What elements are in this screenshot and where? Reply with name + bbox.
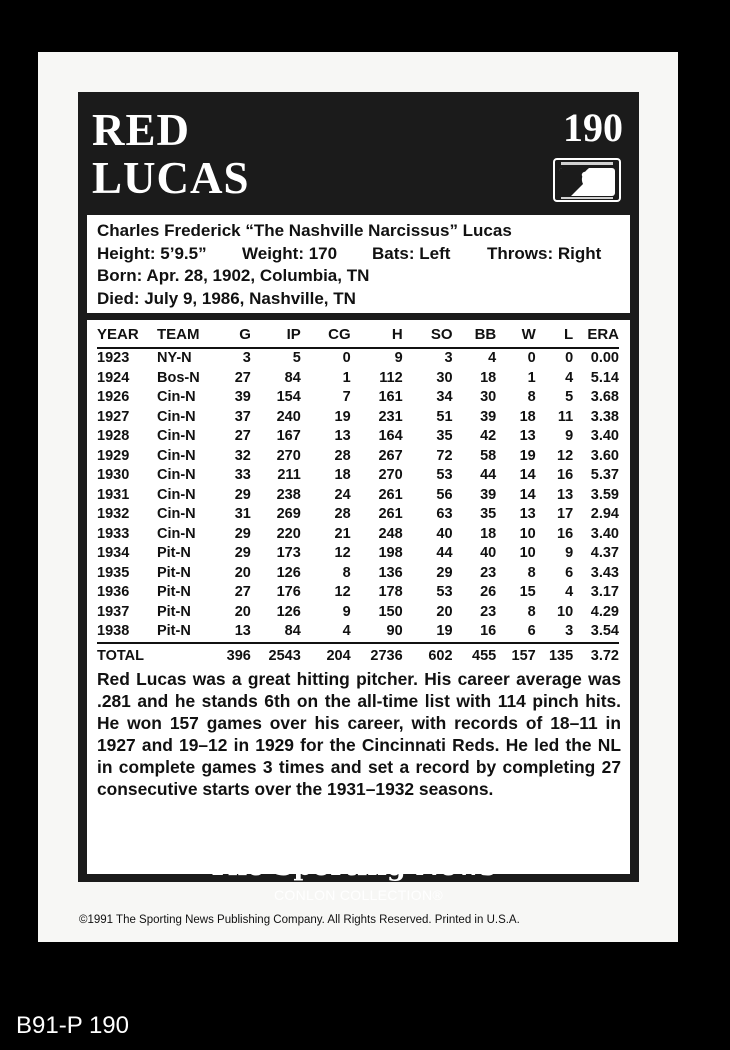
stat-cell: 19: [519, 447, 536, 464]
stat-cell: 84: [284, 369, 301, 386]
born-row: [97, 265, 630, 288]
stat-cell: 30: [436, 369, 453, 386]
stat-cell: 34: [436, 389, 453, 405]
stat-cell: 39: [234, 389, 251, 405]
stat-cell: 4: [565, 369, 574, 386]
team-cell: NY-N: [156, 350, 192, 366]
team-cell: Cin-N: [156, 428, 196, 444]
stat-cell: 220: [276, 525, 301, 542]
year-cell: 1923: [97, 350, 130, 366]
stat-cell: 32: [234, 447, 251, 464]
stats-header-row: [97, 326, 619, 348]
stat-cell: 3.60: [590, 447, 619, 464]
stat-cell: 3: [444, 350, 453, 366]
year-cell: 1936: [97, 584, 130, 600]
stat-cell: 23: [480, 603, 497, 620]
stat-cell: 10: [557, 603, 574, 620]
stat-cell: 17: [557, 506, 574, 522]
stat-cell: 27: [234, 584, 251, 600]
stat-cell: 150: [378, 603, 403, 620]
stat-cell: 63: [436, 506, 453, 522]
stat-cell: 248: [378, 525, 403, 542]
stat-cell: 154: [276, 389, 301, 405]
stat-cell: 37: [234, 408, 251, 425]
year-cell: 1935: [97, 564, 130, 581]
stat-cell: 28: [334, 447, 351, 464]
stat-cell: 5: [565, 389, 574, 405]
stats-row: [97, 583, 619, 603]
team-cell: Cin-N: [156, 467, 196, 483]
stats-row: [97, 486, 619, 506]
stat-cell: 40: [436, 525, 453, 542]
total-cell: 135: [536, 643, 573, 666]
stat-cell: 3.43: [590, 564, 619, 581]
stat-cell: 211: [277, 467, 301, 483]
stat-cell: 56: [436, 486, 453, 503]
stat-cell: 3: [242, 350, 251, 366]
team-cell: Cin-N: [156, 486, 196, 503]
stat-cell: 6: [527, 623, 536, 639]
stat-cell: 238: [276, 486, 301, 503]
stat-cell: 10: [519, 525, 536, 542]
stat-cell: 176: [276, 584, 301, 600]
stat-cell: 51: [436, 408, 453, 425]
stat-cell: 269: [276, 506, 301, 522]
total-cell: 455: [453, 643, 497, 666]
stat-cell: 27: [234, 369, 251, 386]
stat-cell: 39: [480, 486, 497, 503]
stat-cell: 29: [436, 564, 453, 581]
year-cell: 1931: [97, 486, 130, 503]
stat-cell: 240: [276, 408, 301, 425]
card-number: 190: [563, 105, 623, 150]
stat-cell: 5: [292, 350, 301, 366]
stat-cell: 11: [557, 408, 574, 425]
physical-row: [97, 243, 630, 266]
brand-name: The Sporting News: [207, 851, 496, 882]
stat-cell: 8: [527, 564, 536, 581]
col-header: ERA: [573, 326, 619, 348]
team-cell: Bos-N: [156, 369, 200, 386]
stat-cell: 9: [565, 545, 574, 561]
stat-cell: 261: [378, 506, 403, 522]
player-full-name: Charles Frederick “The Nashville Narcissus” Lucas: [97, 221, 512, 240]
stat-cell: 40: [480, 545, 497, 561]
died-row: [97, 288, 630, 311]
stat-cell: 112: [379, 369, 403, 386]
stat-cell: 3.40: [590, 525, 619, 542]
player-throws: Throws: Right: [487, 243, 602, 263]
col-header: H: [351, 326, 403, 348]
col-header: TEAM: [149, 326, 209, 348]
copyright-line: ©1991 The Sporting News Publishing Company. All Rights Reserved. Printed in U.S.A.: [79, 914, 520, 926]
team-cell: Pit-N: [156, 603, 191, 620]
stat-cell: 3: [565, 623, 574, 639]
baseball-card-back: [38, 52, 678, 942]
stat-cell: 39: [480, 408, 497, 425]
stat-cell: 53: [436, 584, 453, 600]
total-cell: 3.72: [573, 643, 619, 666]
player-name-title: [92, 106, 250, 202]
stat-cell: 23: [480, 564, 497, 581]
stat-cell: 18: [480, 369, 497, 386]
collection-registered-mark: ®: [432, 887, 443, 903]
brand-registered-mark: ®: [495, 859, 510, 875]
stat-cell: 31: [234, 506, 251, 522]
total-cell: 204: [301, 643, 351, 666]
stat-cell: 44: [436, 545, 453, 561]
col-header: W: [496, 326, 536, 348]
total-cell: 2543: [251, 643, 301, 666]
stat-cell: 58: [480, 447, 497, 464]
stats-total-row: [97, 643, 619, 666]
stat-cell: 24: [334, 486, 351, 503]
stat-cell: 164: [378, 428, 403, 444]
team-cell: Cin-N: [156, 389, 196, 405]
stat-cell: 18: [519, 408, 536, 425]
stat-cell: 0: [342, 350, 351, 366]
team-cell: Cin-N: [156, 408, 196, 425]
stats-row: [97, 427, 619, 447]
stat-cell: 4: [488, 350, 497, 366]
stat-cell: 18: [480, 525, 497, 542]
stat-cell: 5.37: [590, 467, 619, 483]
stat-cell: 5.14: [590, 369, 619, 386]
stat-cell: 14: [519, 467, 536, 483]
stat-cell: 270: [276, 447, 301, 464]
stat-cell: 8: [527, 603, 536, 620]
total-cell: 396: [209, 643, 251, 666]
stats-row: [97, 348, 619, 369]
stat-cell: 21: [334, 525, 351, 542]
stat-cell: 29: [234, 525, 251, 542]
stat-cell: 3.68: [590, 389, 619, 405]
stat-cell: 13: [234, 623, 251, 639]
stat-cell: 4.37: [590, 545, 619, 561]
stat-cell: 14: [519, 486, 536, 503]
stats-row: [97, 603, 619, 623]
stat-cell: 1: [527, 369, 536, 386]
year-cell: 1938: [97, 623, 130, 639]
stat-cell: 44: [480, 467, 497, 483]
stat-cell: 3.59: [590, 486, 619, 503]
sporting-news-logo: [78, 852, 639, 882]
stat-cell: 33: [234, 467, 251, 483]
stats-row: [97, 544, 619, 564]
stat-cell: 16: [557, 525, 574, 542]
stat-cell: 53: [436, 467, 453, 483]
scan-label: B91-P 190: [16, 1012, 129, 1039]
stats-row: [97, 622, 619, 643]
year-cell: 1929: [97, 447, 130, 464]
stat-cell: 72: [436, 447, 453, 464]
mlb-logo-icon: [553, 158, 621, 202]
stat-cell: 26: [480, 584, 497, 600]
stats-row: [97, 505, 619, 525]
stat-cell: 9: [394, 350, 403, 366]
card-frame: [78, 92, 639, 903]
stat-cell: 3.40: [590, 428, 619, 444]
year-cell: 1937: [97, 603, 130, 620]
stat-cell: 3.17: [590, 584, 619, 600]
player-born: Born: Apr. 28, 1902, Columbia, TN: [97, 266, 370, 285]
stat-cell: 9: [342, 603, 351, 620]
stat-cell: 35: [480, 506, 497, 522]
stat-cell: 19: [436, 623, 453, 639]
col-header: L: [536, 326, 573, 348]
stat-cell: 1: [342, 369, 351, 386]
team-cell: Cin-N: [156, 506, 196, 522]
stats-row: [97, 369, 619, 389]
stat-cell: 18: [334, 467, 351, 483]
collection-name: CONLON COLLECTION: [274, 887, 433, 903]
stat-cell: 29: [234, 545, 251, 561]
stat-cell: 84: [284, 623, 301, 639]
col-header: SO: [403, 326, 453, 348]
stat-cell: 20: [234, 564, 251, 581]
stats-row: [97, 408, 619, 428]
player-last-name: LUCAS: [92, 153, 250, 203]
stat-cell: 12: [334, 584, 351, 600]
stat-cell: 0: [565, 350, 574, 366]
stat-cell: 9: [565, 428, 574, 444]
stat-cell: 3.38: [590, 408, 619, 425]
year-cell: 1933: [97, 525, 130, 542]
stat-cell: 8: [527, 389, 536, 405]
stat-cell: 20: [436, 603, 453, 620]
stat-cell: 198: [378, 545, 403, 561]
player-bats: Bats: Left: [372, 243, 451, 263]
stat-cell: 10: [519, 545, 536, 561]
stat-cell: 270: [378, 467, 403, 483]
team-cell: Pit-N: [156, 584, 191, 600]
full-name-row: [97, 220, 630, 243]
stat-cell: 161: [378, 389, 403, 405]
stat-cell: 12: [334, 545, 351, 561]
stat-cell: 30: [480, 389, 497, 405]
stat-cell: 15: [519, 584, 536, 600]
stat-cell: 3.54: [590, 623, 619, 639]
stat-cell: 4: [342, 623, 351, 639]
stat-cell: 13: [519, 428, 536, 444]
stat-cell: 7: [342, 389, 351, 405]
stats-row: [97, 447, 619, 467]
stats-row: [97, 466, 619, 486]
col-header: YEAR: [97, 326, 149, 348]
stat-cell: 6: [565, 564, 574, 581]
col-header: CG: [301, 326, 351, 348]
stat-cell: 4.29: [590, 603, 619, 620]
stat-cell: 16: [480, 623, 497, 639]
stat-cell: 20: [234, 603, 251, 620]
stat-cell: 8: [342, 564, 351, 581]
year-cell: 1924: [97, 369, 130, 386]
player-info-panel: [87, 215, 630, 313]
player-height: Height: 5’9.5”: [97, 243, 207, 263]
stat-cell: 231: [378, 408, 403, 425]
stats-row: [97, 525, 619, 545]
stats-body: [97, 348, 619, 643]
year-cell: 1930: [97, 467, 130, 483]
year-cell: 1932: [97, 506, 130, 522]
col-header: IP: [251, 326, 301, 348]
total-cell: 602: [403, 643, 453, 666]
team-cell: Pit-N: [156, 545, 191, 561]
collection-label: [78, 887, 639, 903]
stat-cell: 0.00: [590, 350, 619, 366]
stat-cell: 4: [565, 584, 574, 600]
stats-row: [97, 388, 619, 408]
stat-cell: 167: [276, 428, 301, 444]
stat-cell: 126: [276, 564, 301, 581]
team-cell: Pit-N: [156, 623, 191, 639]
stat-cell: 173: [276, 545, 301, 561]
stat-cell: 13: [557, 486, 574, 503]
stat-cell: 261: [378, 486, 403, 503]
stat-cell: 42: [480, 428, 497, 444]
stat-cell: 126: [276, 603, 301, 620]
stat-cell: 28: [334, 506, 351, 522]
total-cell: 157: [496, 643, 536, 666]
stat-cell: 136: [378, 564, 403, 581]
stat-cell: 2.94: [590, 506, 619, 522]
col-header: G: [209, 326, 251, 348]
stat-cell: 13: [334, 428, 351, 444]
stat-cell: 13: [519, 506, 536, 522]
year-cell: 1928: [97, 428, 130, 444]
total-cell: 2736: [351, 643, 403, 666]
stat-cell: 35: [436, 428, 453, 444]
stat-cell: 267: [378, 447, 403, 464]
player-first-name: RED: [92, 105, 191, 155]
player-weight: Weight: 170: [242, 243, 338, 263]
stats-row: [97, 564, 619, 584]
year-cell: 1927: [97, 408, 130, 425]
stat-cell: 178: [378, 584, 403, 600]
year-cell: 1926: [97, 389, 130, 405]
stats-panel: [87, 320, 630, 874]
stat-cell: 12: [557, 447, 574, 464]
player-died: Died: July 9, 1986, Nashville, TN: [97, 288, 356, 308]
career-stats-table: [97, 326, 619, 666]
stat-cell: 29: [234, 486, 251, 503]
col-header: BB: [453, 326, 497, 348]
total-label: TOTAL: [97, 643, 209, 666]
year-cell: 1934: [97, 545, 130, 561]
team-cell: Cin-N: [156, 447, 196, 464]
stat-cell: 19: [334, 408, 351, 425]
stat-cell: 27: [234, 428, 251, 444]
team-cell: Cin-N: [156, 525, 196, 542]
team-cell: Pit-N: [156, 564, 191, 581]
player-bio: Red Lucas was a great hitting pitcher. His career average was .281 and he stands 6th on the all-time list with 114 pinch hits. He won 157 games over his career, with records of 18–11 in 1927 and 19–12 in 1929 for the Cincinnati Reds. He led the NL in complete games 3 times and set a record by completing 27 consecutive starts over the 1931–1932 seasons.: [97, 669, 621, 799]
stat-cell: 0: [527, 350, 536, 366]
stat-cell: 90: [386, 623, 403, 639]
stat-cell: 16: [557, 467, 574, 483]
